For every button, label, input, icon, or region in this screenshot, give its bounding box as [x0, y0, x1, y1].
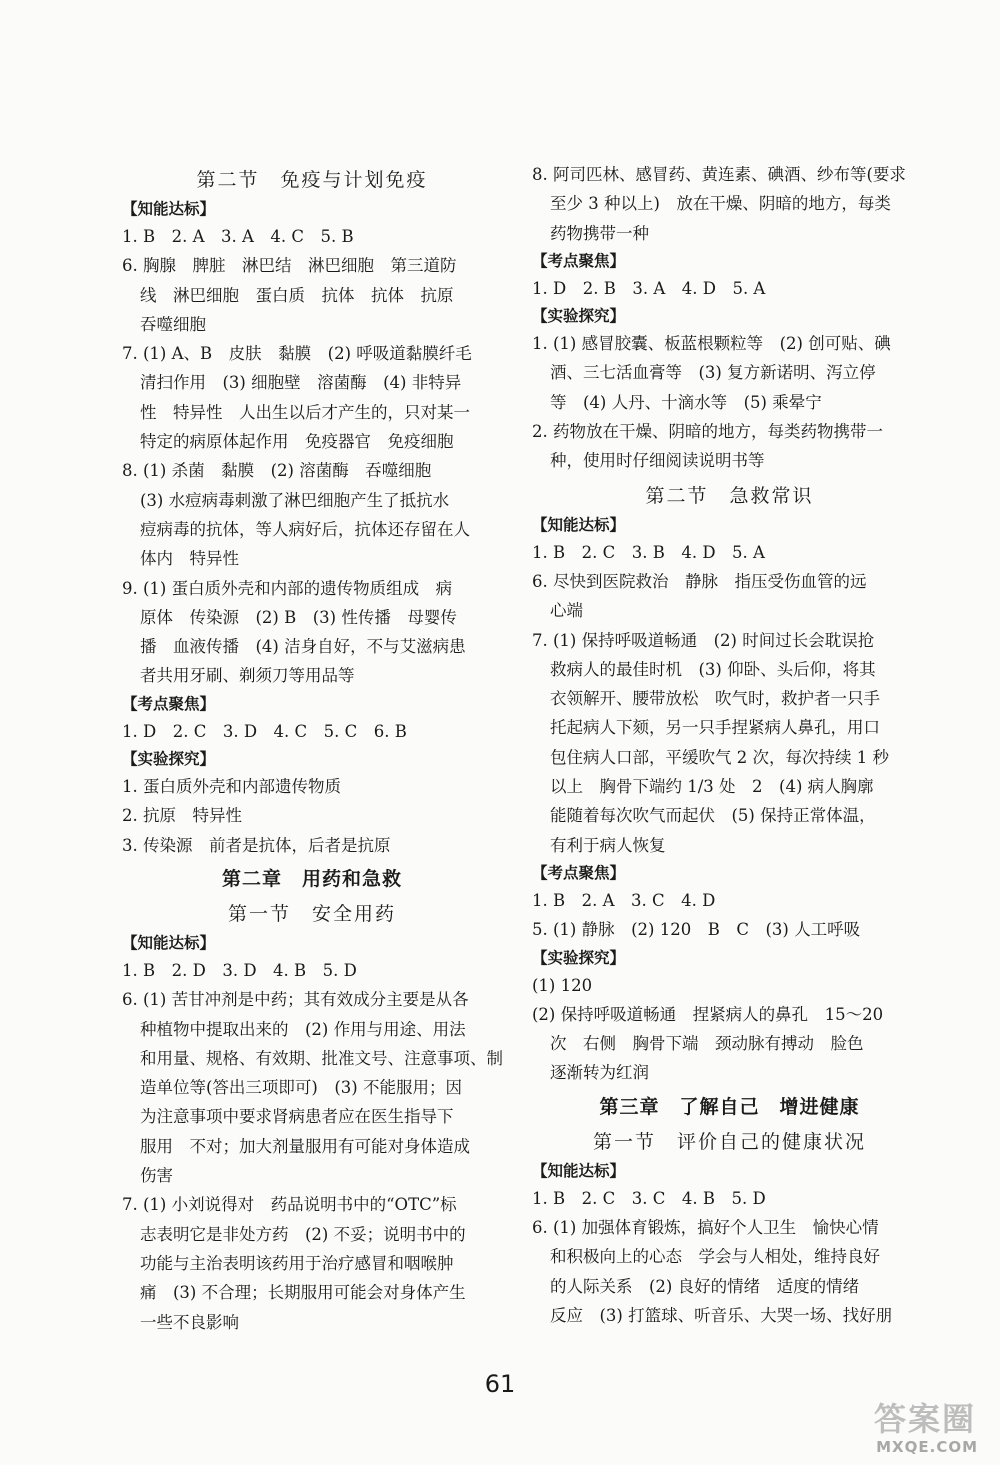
- text-line: 伤害: [140, 1166, 173, 1186]
- category-tag: 【知能达标】: [122, 200, 216, 218]
- text-line: 种植物中提取出来的 (2) 作用与用途、用法: [140, 1019, 466, 1039]
- text-line: 1. B 2. A 3. A 4. C 5. B: [122, 227, 354, 246]
- text-line: 和积极向上的心态 学会与人相处，维持良好: [550, 1247, 880, 1267]
- text-line: 等 (4) 人丹、十滴水等 (5) 乘晕宁: [550, 392, 822, 412]
- text-line: 清扫作用 (3) 细胞壁 溶菌酶 (4) 非特异: [140, 373, 462, 393]
- category-tag: 【知能达标】: [122, 933, 216, 952]
- text-line: 6. 尽快到医院救治 静脉 指压受伤血管的远: [532, 571, 867, 591]
- text-line: 功能与主治表明该药用于治疗感冒和咽喉肿: [140, 1253, 454, 1273]
- text-line: 7. (1) 保持呼吸道畅通 (2) 时间过长会耽误抢: [532, 630, 875, 650]
- text-line: 原体 传染源 (2) B (3) 性传播 母婴传: [140, 607, 457, 627]
- text-line: 造单位等(答出三项即可) (3) 不能服用；因: [140, 1078, 462, 1098]
- category-tag: 【实验探究】: [532, 307, 626, 326]
- text-line: 救病人的最佳时机 (3) 仰卧、头后仰，将其: [550, 659, 876, 679]
- text-line: 1. B 2. C 3. B 4. D 5. A: [532, 542, 765, 562]
- text-line: 8. (1) 杀菌 黏膜 (2) 溶菌酶 吞噬细胞: [122, 461, 432, 481]
- section-title: 第二节 免疫与计划免疫: [196, 169, 428, 191]
- text-line: 种，使用时仔细阅读说明书等: [550, 451, 765, 471]
- text-line: 1. B 2. A 3. C 4. D: [532, 890, 716, 910]
- text-line: 反应 (3) 打篮球、听音乐、大哭一场、找好朋: [550, 1305, 893, 1325]
- text-line: 一些不良影响: [140, 1312, 239, 1332]
- text-line: 线 淋巴细胞 蛋白质 抗体 抗体 抗原: [140, 285, 454, 305]
- text-line: 2. 药物放在干燥、阴暗的地方，每类药物携带一: [532, 422, 883, 442]
- section-title: 第一节 评价自己的健康状况: [592, 1130, 866, 1153]
- text-line: 6. (1) 加强体育锻炼，搞好个人卫生 愉快心情: [532, 1218, 879, 1238]
- text-line: (2) 保持呼吸道畅通 捏紧病人的鼻孔 15～20: [532, 1004, 884, 1024]
- text-line: 1. 蛋白质外壳和内部遗传物质: [122, 777, 341, 797]
- text-line: 7. (1) 小刘说得对 药品说明书中的“OTC”标: [122, 1195, 457, 1215]
- text-line: 3. 传染源 前者是抗体，后者是抗原: [122, 835, 391, 855]
- text-line: 7. (1) A、B 皮肤 黏膜 (2) 呼吸道黏膜纤毛: [122, 344, 472, 364]
- text-line: 播 血液传播 (4) 洁身自好，不与艾滋病患: [140, 637, 466, 657]
- text-line: 者共用牙刷、剃须刀等用品等: [140, 666, 355, 686]
- text-line: 有利于病人恢复: [550, 835, 666, 855]
- text-line: 特定的病原体起作用 免疫器官 免疫细胞: [140, 432, 454, 452]
- category-tag: 【实验探究】: [532, 948, 626, 967]
- category-tag: 【知能达标】: [532, 1161, 626, 1180]
- text-line: 的人际关系 (2) 良好的情绪 适度的情绪: [550, 1276, 860, 1296]
- left-column: [122, 160, 502, 1337]
- text-line: 5. (1) 静脉 (2) 120 B C (3) 人工呼吸: [532, 920, 861, 940]
- text-line: 药物携带一种: [550, 223, 649, 243]
- text-line: 托起病人下颏，另一只手捏紧病人鼻孔，用口: [550, 718, 880, 738]
- text-line: 吞噬细胞: [140, 314, 206, 334]
- text-line: 1. B 2. D 3. D 4. B 5. D: [122, 960, 357, 980]
- text-line: 9. (1) 蛋白质外壳和内部的遗传物质组成 病: [122, 578, 453, 598]
- watermark-site: MXQE.COM: [876, 1438, 978, 1456]
- text-line: 为注意事项中要求肾病患者应在医生指导下: [140, 1107, 454, 1127]
- page-number: 61: [484, 1370, 516, 1398]
- category-tag: 【知能达标】: [532, 515, 626, 534]
- chapter-title: 第二章 用药和急救: [221, 867, 402, 890]
- text-line: 痘病毒的抗体，等人病好后，抗体还存留在人: [140, 519, 470, 539]
- category-tag: 【考点聚焦】: [532, 251, 626, 270]
- text-line: 痛 (3) 不合理；长期服用可能会对身体产生: [140, 1283, 466, 1303]
- text-line: 体内 特异性: [140, 549, 239, 569]
- category-tag: 【实验探究】: [122, 750, 216, 769]
- text-line: 以上 胸骨下端约 1/3 处 2 (4) 病人胸廓: [550, 777, 874, 797]
- text-line: 衣领解开、腰带放松 吹气时，救护者一只手: [550, 689, 880, 709]
- text-line: (1) 120: [532, 975, 593, 995]
- text-line: 服用 不对；加大剂量服用有可能对身体造成: [140, 1136, 470, 1156]
- category-tag: 【考点聚焦】: [532, 863, 626, 882]
- text-line: 能随着每次吹气而起伏 (5) 保持正常体温，: [550, 806, 876, 826]
- text-line: 1. (1) 感冒胶囊、板蓝根颗粒等 (2) 创可贴、碘: [532, 334, 891, 354]
- text-line: 6. (1) 苦甘冲剂是中药；其有效成分主要是从各: [122, 990, 469, 1010]
- text-line: 性 特异性 人出生以后才产生的，只对某一: [140, 402, 470, 422]
- section-title: 第二节 急救常识: [645, 484, 814, 507]
- watermark: [816, 1392, 986, 1458]
- section-title: 第一节 安全用药: [227, 902, 396, 925]
- text-line: 志表明它是非处方药 (2) 不妥；说明书中的: [140, 1224, 466, 1244]
- text-line: 6. 胸腺 脾脏 淋巴结 淋巴细胞 第三道防: [122, 256, 457, 276]
- text-line: 2. 抗原 特异性: [122, 806, 242, 826]
- right-column: [532, 160, 927, 1330]
- category-tag: 【考点聚焦】: [122, 694, 216, 713]
- text-line: 8. 阿司匹林、感冒药、黄连素、碘酒、纱布等(要求: [532, 165, 906, 184]
- chapter-title: 第三章 了解自己 增进健康: [599, 1095, 860, 1118]
- text-line: 至少 3 种以上) 放在干燥、阴暗的地方，每类: [550, 194, 891, 214]
- text-line: 次 右侧 胸骨下端 颈动脉有搏动 脸色: [550, 1034, 864, 1054]
- text-line: 1. D 2. B 3. A 4. D 5. A: [532, 278, 766, 298]
- text-line: 1. B 2. C 3. C 4. B 5. D: [532, 1188, 766, 1208]
- text-line: 酒、三七活血膏等 (3) 复方新诺明、泻立停: [550, 363, 876, 383]
- text-line: 和用量、规格、有效期、批准文号、注意事项、制: [140, 1048, 503, 1068]
- text-line: (3) 水痘病毒刺激了淋巴细胞产生了抵抗水: [140, 490, 450, 510]
- text-line: 心端: [550, 601, 583, 621]
- text-line: 1. D 2. C 3. D 4. C 5. C 6. B: [122, 721, 407, 741]
- text-line: 逐渐转为红润: [550, 1063, 649, 1083]
- text-line: 包住病人口部，平缓吹气 2 次，每次持续 1 秒: [550, 747, 889, 767]
- watermark-logo: 答案圈: [873, 1400, 976, 1438]
